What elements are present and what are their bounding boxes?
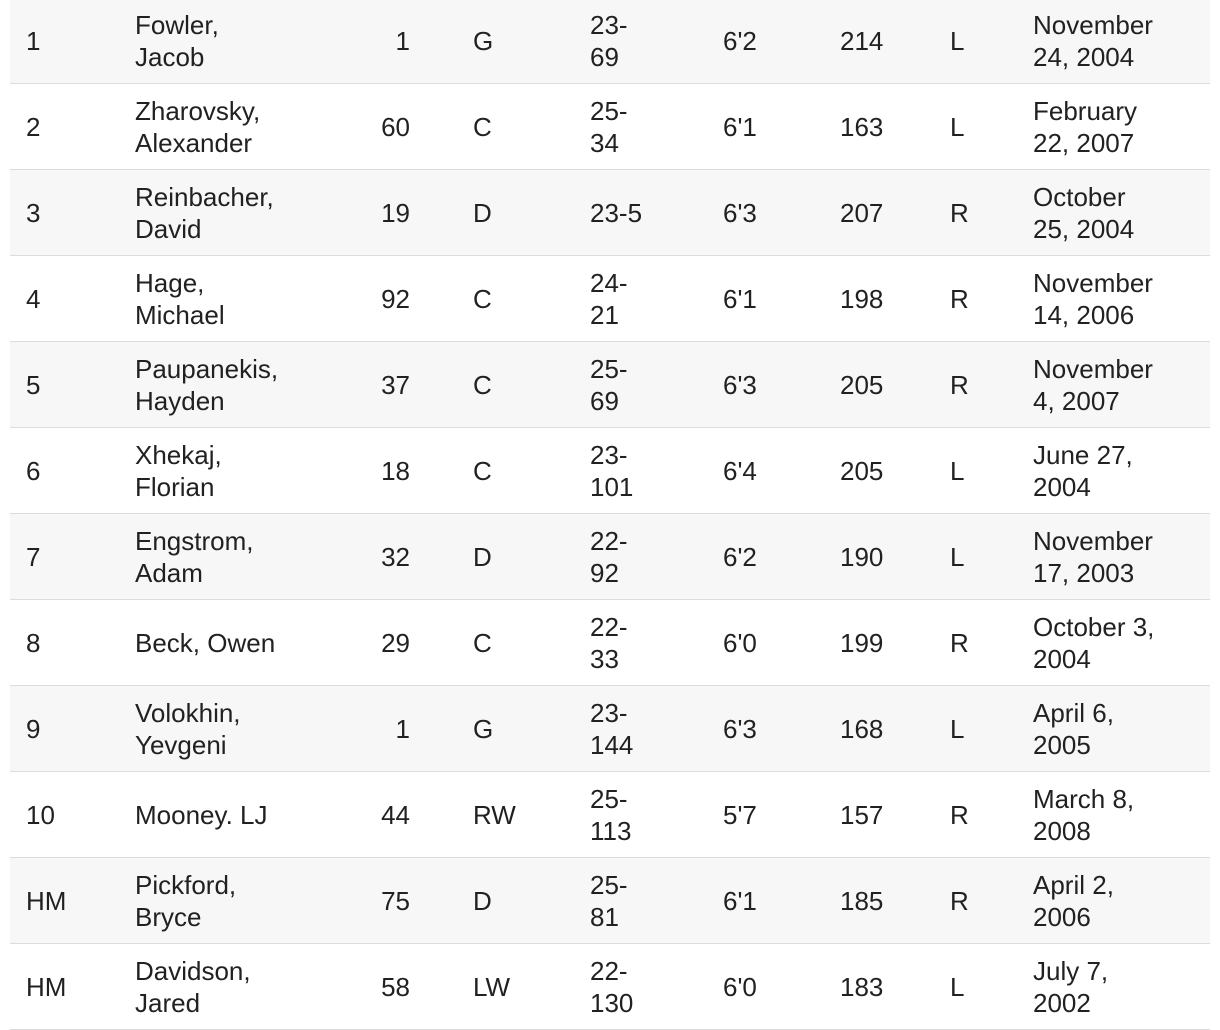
birthdate-cell: November 14, 2006	[1033, 267, 1153, 330]
shoots-cell: L	[950, 455, 965, 486]
table-row	[10, 428, 1210, 514]
player-name-cell: Davidson, Jared	[135, 955, 251, 1018]
jersey-number-cell: 92	[381, 283, 410, 314]
rank-code-cell: 22- 33	[590, 611, 628, 674]
weight-cell: 157	[840, 799, 884, 830]
position-cell: G	[473, 25, 494, 56]
shoots-cell: L	[950, 111, 965, 142]
rank-code-cell: 22- 92	[590, 525, 628, 588]
position-cell: C	[473, 455, 492, 486]
height-cell: 6'3	[723, 369, 757, 400]
table-row	[10, 514, 1210, 600]
birthdate-cell: July 7, 2002	[1033, 955, 1109, 1018]
rank-code-cell: 24- 21	[590, 267, 628, 330]
table-row	[10, 0, 1210, 84]
table-row	[10, 858, 1210, 944]
rank-cell: HM	[26, 885, 67, 916]
height-cell: 6'0	[723, 971, 757, 1002]
table-row	[10, 170, 1210, 256]
prospect-table	[10, 0, 1210, 1030]
position-cell: D	[473, 197, 492, 228]
rank-cell: 2	[26, 111, 41, 142]
height-cell: 6'0	[723, 627, 757, 658]
table-row	[10, 944, 1210, 1030]
jersey-number-cell: 58	[381, 971, 410, 1002]
weight-cell: 163	[840, 111, 884, 142]
birthdate-cell: November 4, 2007	[1033, 353, 1153, 416]
player-name-cell: Zharovsky, Alexander	[135, 95, 261, 158]
weight-cell: 205	[840, 455, 884, 486]
position-cell: C	[473, 627, 492, 658]
position-cell: LW	[473, 971, 511, 1002]
rank-cell: 9	[26, 713, 41, 744]
height-cell: 5'7	[723, 799, 757, 830]
player-name-cell: Volokhin, Yevgeni	[135, 697, 241, 760]
jersey-number-cell: 29	[381, 627, 410, 658]
weight-cell: 199	[840, 627, 884, 658]
height-cell: 6'3	[723, 713, 757, 744]
birthdate-cell: June 27, 2004	[1033, 439, 1133, 502]
table-row	[10, 600, 1210, 686]
table-row	[10, 686, 1210, 772]
jersey-number-cell: 18	[381, 455, 410, 486]
rank-code-cell: 25- 69	[590, 353, 628, 416]
rank-cell: 7	[26, 541, 41, 572]
shoots-cell: R	[950, 799, 969, 830]
table-row	[10, 84, 1210, 170]
birthdate-cell: February 22, 2007	[1033, 95, 1138, 158]
weight-cell: 207	[840, 197, 884, 228]
position-cell: G	[473, 713, 494, 744]
birthdate-cell: April 6, 2005	[1033, 697, 1114, 760]
rank-code-cell: 23- 101	[590, 439, 634, 502]
position-cell: C	[473, 369, 492, 400]
table-row	[10, 342, 1210, 428]
rank-code-cell: 23- 144	[590, 697, 634, 760]
player-name-cell: Hage, Michael	[135, 267, 225, 330]
rank-cell: 4	[26, 283, 41, 314]
rank-cell: 5	[26, 369, 41, 400]
shoots-cell: R	[950, 885, 969, 916]
rank-cell: 10	[26, 799, 55, 830]
shoots-cell: R	[950, 197, 969, 228]
birthdate-cell: October 3, 2004	[1033, 611, 1155, 674]
weight-cell: 185	[840, 885, 884, 916]
player-name-cell: Beck, Owen	[135, 627, 276, 658]
jersey-number-cell: 1	[395, 25, 410, 56]
height-cell: 6'1	[723, 111, 757, 142]
jersey-number-cell: 44	[381, 799, 410, 830]
weight-cell: 198	[840, 283, 884, 314]
rank-code-cell: 25- 81	[590, 869, 628, 932]
jersey-number-cell: 19	[381, 197, 410, 228]
height-cell: 6'3	[723, 197, 757, 228]
rank-code-cell: 22- 130	[590, 955, 634, 1018]
player-name-cell: Pickford, Bryce	[135, 869, 237, 932]
height-cell: 6'4	[723, 455, 757, 486]
position-cell: C	[473, 283, 492, 314]
birthdate-cell: November 24, 2004	[1033, 9, 1153, 72]
weight-cell: 168	[840, 713, 884, 744]
shoots-cell: L	[950, 971, 965, 1002]
rank-cell: 8	[26, 627, 41, 658]
player-name-cell: Xhekaj, Florian	[135, 439, 222, 502]
position-cell: D	[473, 541, 492, 572]
player-name-cell: Mooney. LJ	[135, 799, 268, 830]
table-row	[10, 256, 1210, 342]
position-cell: C	[473, 111, 492, 142]
table-row	[10, 772, 1210, 858]
birthdate-cell: March 8, 2008	[1033, 783, 1135, 846]
birthdate-cell: November 17, 2003	[1033, 525, 1153, 588]
birthdate-cell: October 25, 2004	[1033, 181, 1135, 244]
player-name-cell: Paupanekis, Hayden	[135, 353, 279, 416]
weight-cell: 190	[840, 541, 884, 572]
shoots-cell: R	[950, 369, 969, 400]
jersey-number-cell: 37	[381, 369, 410, 400]
weight-cell: 183	[840, 971, 884, 1002]
shoots-cell: R	[950, 283, 969, 314]
rank-cell: 3	[26, 197, 41, 228]
player-name-cell: Engstrom, Adam	[135, 525, 254, 588]
player-name-cell: Reinbacher, David	[135, 181, 274, 244]
shoots-cell: L	[950, 541, 965, 572]
height-cell: 6'2	[723, 25, 757, 56]
jersey-number-cell: 32	[381, 541, 410, 572]
birthdate-cell: April 2, 2006	[1033, 869, 1114, 932]
shoots-cell: R	[950, 627, 969, 658]
rank-cell: 1	[26, 25, 41, 56]
shoots-cell: L	[950, 713, 965, 744]
rank-code-cell: 23-5	[590, 197, 643, 228]
shoots-cell: L	[950, 25, 965, 56]
height-cell: 6'1	[723, 283, 757, 314]
jersey-number-cell: 75	[381, 885, 410, 916]
rank-code-cell: 25- 113	[590, 783, 632, 846]
height-cell: 6'1	[723, 885, 757, 916]
jersey-number-cell: 60	[381, 111, 410, 142]
height-cell: 6'2	[723, 541, 757, 572]
rank-cell: HM	[26, 971, 67, 1002]
weight-cell: 205	[840, 369, 884, 400]
jersey-number-cell: 1	[395, 713, 410, 744]
rank-cell: 6	[26, 455, 41, 486]
position-cell: RW	[473, 799, 516, 830]
rank-code-cell: 25- 34	[590, 95, 628, 158]
rank-code-cell: 23- 69	[590, 9, 628, 72]
player-name-cell: Fowler, Jacob	[135, 9, 219, 72]
weight-cell: 214	[840, 25, 884, 56]
position-cell: D	[473, 885, 492, 916]
